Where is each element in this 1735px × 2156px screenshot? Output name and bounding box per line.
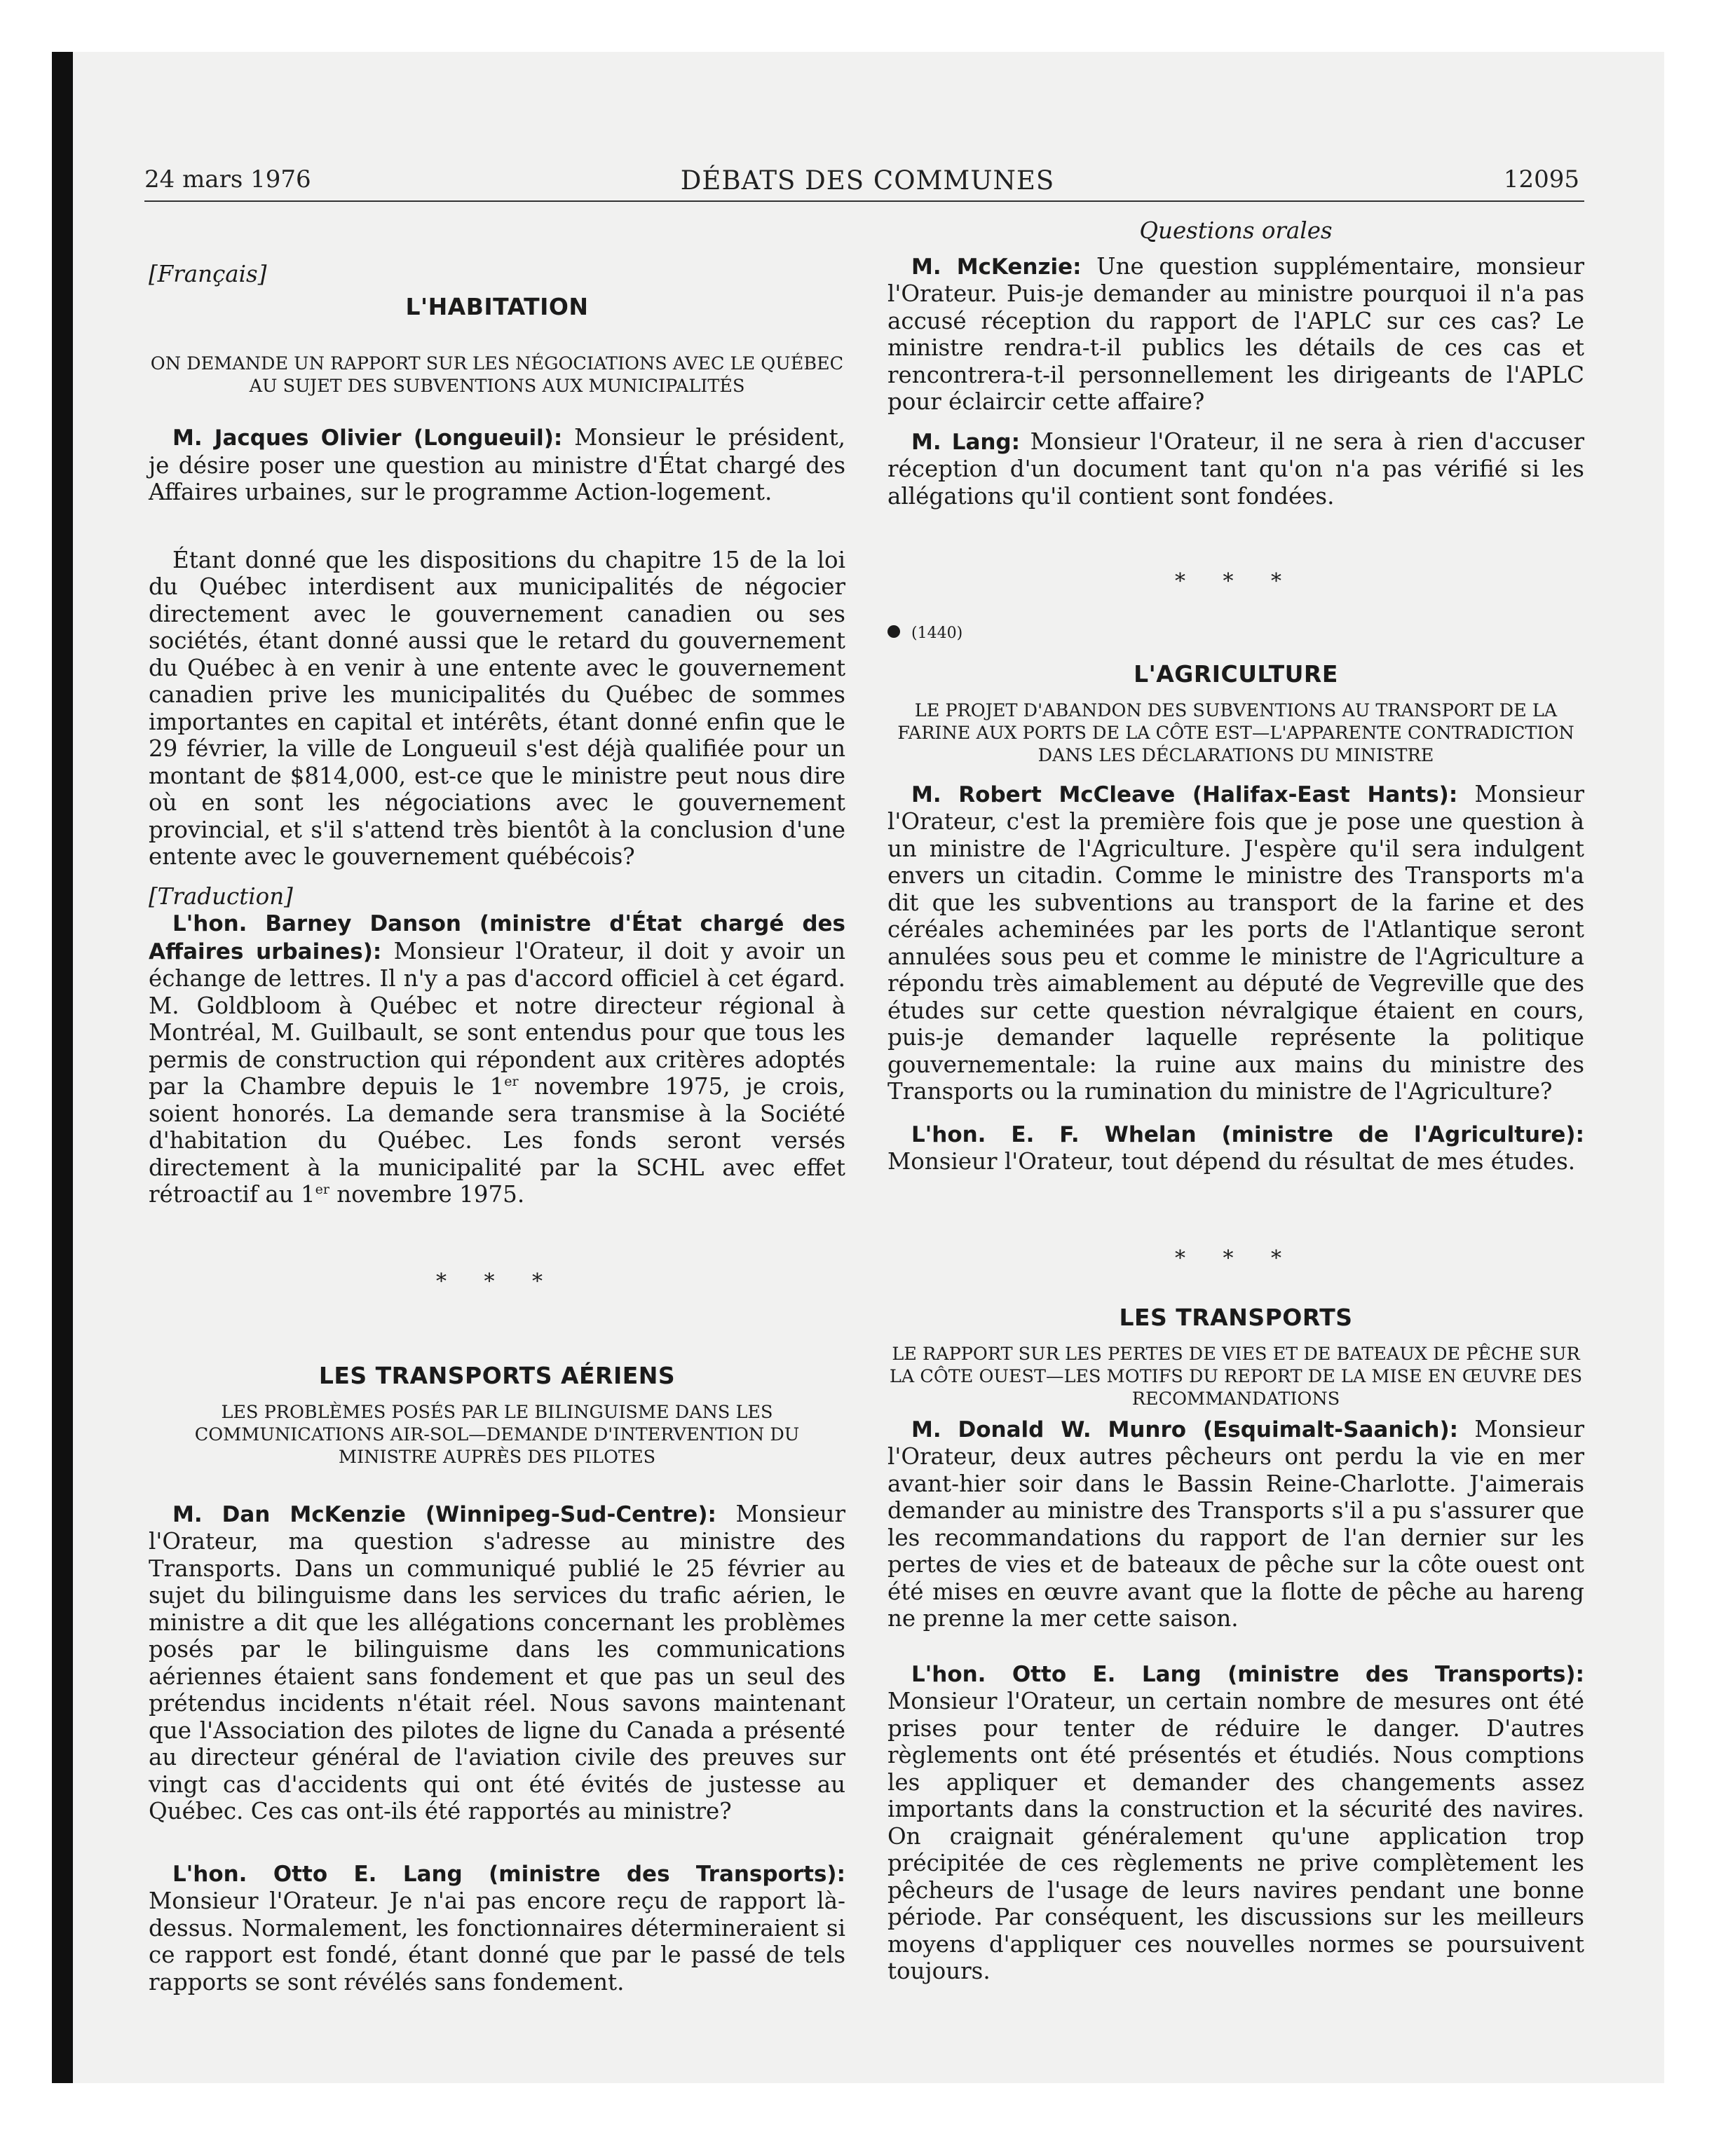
speaker-danson: L'hon. Barney Danson (ministre d'État chargé des Affaires urbaines): <box>149 911 845 964</box>
section-separator-1: * * * <box>435 1269 559 1294</box>
danson-text-c: novembre 1975. <box>329 1181 525 1208</box>
mccleave-text: Monsieur l'Orateur, c'est la première fois que je pose une question à un ministre de l'Agriculture. J'espère qu'il sera indulgent envers un citadin. Comme le ministre des Transports m'a dit que les subventions au transport de la farine et des céréales acheminées par les ports de l'Atlantique seront annulées sous peu et comme le ministre de l'Agriculture a répondu très aimablement au député de Vegreville que des études sur cette question névralgique étaient en cours, puis-je demander laquelle représente la politique gouvernementale: la ruine aux mains du ministre des Transports ou la rumination du ministre de l'Agriculture? <box>887 780 1585 1105</box>
paragraph-munro <box>887 1416 1584 1632</box>
paragraph-mckenzie-2 <box>887 253 1584 416</box>
speaker-lang-1: L'hon. Otto E. Lang (ministre des Transports): <box>172 1861 845 1887</box>
lang-text-2: Monsieur l'Orateur, il ne sera à rien d'accuser réception d'un document tant qu'on n'a pas vérifié si les allégations qu'il contient sont fondées. <box>887 428 1585 510</box>
olivier-text-1: Monsieur le président, je désire poser une question au ministre d'État chargé des Affaires urbaines, sur le programme Action-logement. <box>149 424 845 505</box>
speaker-mckenzie-2: M. McKenzie: <box>911 254 1082 280</box>
left-column <box>149 217 845 1995</box>
section-subtitle-agriculture: LE PROJET D'ABANDON DES SUBVENTIONS AU TRANSPORT DE LA FARINE AUX PORTS DE LA CÔTE EST—L'APPARENTE CONTRADICTION DANS LES DÉCLARATIONS DU MINISTRE <box>897 700 1574 766</box>
paragraph-mckenzie-1 <box>149 1501 845 1825</box>
language-tag-translation: [Traduction] <box>149 882 293 910</box>
munro-text: Monsieur l'Orateur, deux autres pêcheurs ont perdu la vie en mer avant-hier soir dans le Bassin Reine-Charlotte. J'aimerais demander au ministre des Transports s'il a pu s'assurer que les recommandations du rapport de l'an dernier sur les pertes de vies et de bateaux de pêche sur la côte ouest ont été mises en œuvre avant que la flotte de pêche au hareng ne prenne la mer cette saison. <box>887 1415 1584 1632</box>
language-tag-french: [Français] <box>149 261 267 287</box>
right-column <box>887 217 1584 1985</box>
section-title-habitation: L'HABITATION <box>405 292 589 320</box>
speaker-olivier: M. Jacques Olivier (Longueuil): <box>172 425 563 451</box>
time-marker-text: (1440) <box>911 624 963 642</box>
section-subtitle-transports: LE RAPPORT SUR LES PERTES DE VIES ET DE BATEAUX DE PÊCHE SUR LA CÔTE OUEST—LES MOTIFS DU REPORT DE LA MISE EN ŒUVRE DES RECOMMANDATIONS <box>889 1343 1583 1410</box>
speaker-mccleave: M. Robert McCleave (Halifax-East Hants): <box>911 782 1458 807</box>
section-title-agriculture: L'AGRICULTURE <box>1134 660 1338 688</box>
mckenzie-text-2: Une question supplémentaire, monsieur l'Orateur. Puis-je demander au ministre pourquoi il n'a pas accusé réception du rapport de l'APLC sur ces cas? Le ministre rendra-t-il publics les détails de ces cas et rencontrera-t-il personnellement les dirigeants de l'APLC pour éclaircir cette affaire? <box>887 252 1584 415</box>
paragraph-danson <box>149 910 845 1208</box>
speaker-lang-2: M. Lang: <box>911 429 1021 455</box>
scan-edge <box>52 52 73 2083</box>
paragraph-lang-2 <box>887 428 1584 510</box>
section-subtitle-habitation: ON DEMANDE UN RAPPORT SUR LES NÉGOCIATIONS AVEC LE QUÉBEC AU SUJET DES SUBVENTIONS AUX MUNICIPALITÉS <box>150 353 844 397</box>
mckenzie-text-1: Monsieur l'Orateur, ma question s'adresse au ministre des Transports. Dans un communiqué publié le 25 février au sujet du bilinguisme dans les services du trafic aérien, le ministre a dit que les allégations concernant les problèmes posés par le bilinguisme dans les communications aériennes étaient sans fondement et que pas un seul des prétendus incidents n'était réel. Nous savons maintenant que l'Association des pilotes de ligne du Canada a présenté au directeur général de l'aviation civile des preuves sur vingt cas d'accidents qui ont été évités de justesse au Québec. Ces cas ont-ils été rapportés au ministre? <box>149 1500 845 1824</box>
header-page-number: 12095 <box>1503 165 1579 193</box>
paragraph-whelan <box>887 1121 1584 1175</box>
superscript-er-2: er <box>315 1182 329 1198</box>
paragraph-lang-3 <box>887 1660 1584 1985</box>
paragraph-olivier-1 <box>149 424 845 506</box>
danson-text-b: novembre 1975, je crois, soient honorés. La demande sera transmise à la Société d'habitation du Québec. Les fonds seront versés directement à la municipalité par la SCHL avec effet rétroactif au 1 <box>149 1073 846 1208</box>
section-separator-2: * * * <box>1174 569 1298 594</box>
paragraph-mccleave <box>887 781 1584 1105</box>
superscript-er-1: er <box>504 1074 519 1090</box>
bullet-icon <box>887 625 900 638</box>
section-subtitle-transports-aeriens: LES PROBLÈMES POSÉS PAR LE BILINGUISME DANS LES COMMUNICATIONS AIR-SOL—DEMANDE D'INTERVENTION DU MINISTRE AUPRÈS DES PILOTES <box>194 1401 800 1468</box>
speaker-whelan: L'hon. E. F. Whelan (ministre de l'Agriculture): <box>911 1121 1584 1147</box>
header-rule <box>144 200 1584 202</box>
section-separator-3: * * * <box>1174 1246 1298 1271</box>
header-date: 24 mars 1976 <box>144 165 311 193</box>
section-label-questions-orales: Questions orales <box>1139 217 1333 244</box>
danson-text-a: Monsieur l'Orateur, il doit y avoir un échange de lettres. Il n'y a pas d'accord officiel à cet égard. M. Goldbloom à Québec et notre directeur régional à Montréal, M. Guilbault, se sont entendus pour que tous les permis de construction qui répondent aux critères adoptés par la Chambre depuis le 1 <box>149 937 846 1100</box>
speaker-munro: M. Donald W. Munro (Esquimalt-Saanich): <box>911 1417 1459 1442</box>
speaker-lang-3: L'hon. Otto E. Lang (ministre des Transports): <box>911 1661 1584 1687</box>
whelan-text: Monsieur l'Orateur, tout dépend du résultat de mes études. <box>887 1148 1576 1175</box>
speaker-mckenzie-1: M. Dan McKenzie (Winnipeg-Sud-Centre): <box>172 1501 716 1527</box>
header-title: DÉBATS DES COMMUNES <box>680 165 1055 196</box>
paragraph-olivier-2: Étant donné que les dispositions du chapitre 15 de la loi du Québec interdisent aux municipalités de négocier directement avec le gouvernement canadien ou ses sociétés, étant donné aussi que le retard du gouvernement du Québec à en venir à une entente avec le gouvernement canadien prive les municipalités du Québec de sommes importantes en capital et intérêts, étant donné enfin que le 29 février, la ville de Longueuil s'est déjà qualifiée pour un montant de $814,000, est-ce que le ministre peut nous dire où en sont les négociations avec le gouvernement provincial, et s'il s'attend très bientôt à la conclusion d'une entente avec le gouvernement québécois? <box>149 546 845 870</box>
section-title-transports-aeriens: LES TRANSPORTS AÉRIENS <box>318 1362 676 1389</box>
lang-text-1: Monsieur l'Orateur. Je n'ai pas encore reçu de rapport là-dessus. Normalement, les fonctionnaires détermineraient si ce rapport est fondé, étant donné que par le passé de tels rapports se sont révélés sans fondement. <box>149 1888 845 1995</box>
lang-text-3: Monsieur l'Orateur, un certain nombre de mesures ont été prises pour tenter de réduire le danger. D'autres règlements ont été présentés et étudiés. Nous comptions les appliquer et demander des changements assez importants dans la construction et la sécurité des navires. On craignait généralement qu'une application trop précipitée de ces règlements ne prive complètement les pêcheurs de l'usage de leurs navires pendant une bonne période. Par conséquent, les discussions sur les meilleurs moyens d'appliquer ces nouvelles normes se poursuivent toujours. <box>887 1688 1584 1984</box>
paragraph-lang-1 <box>149 1860 845 1996</box>
section-title-transports: LES TRANSPORTS <box>1119 1304 1353 1331</box>
time-marker <box>887 617 1584 648</box>
